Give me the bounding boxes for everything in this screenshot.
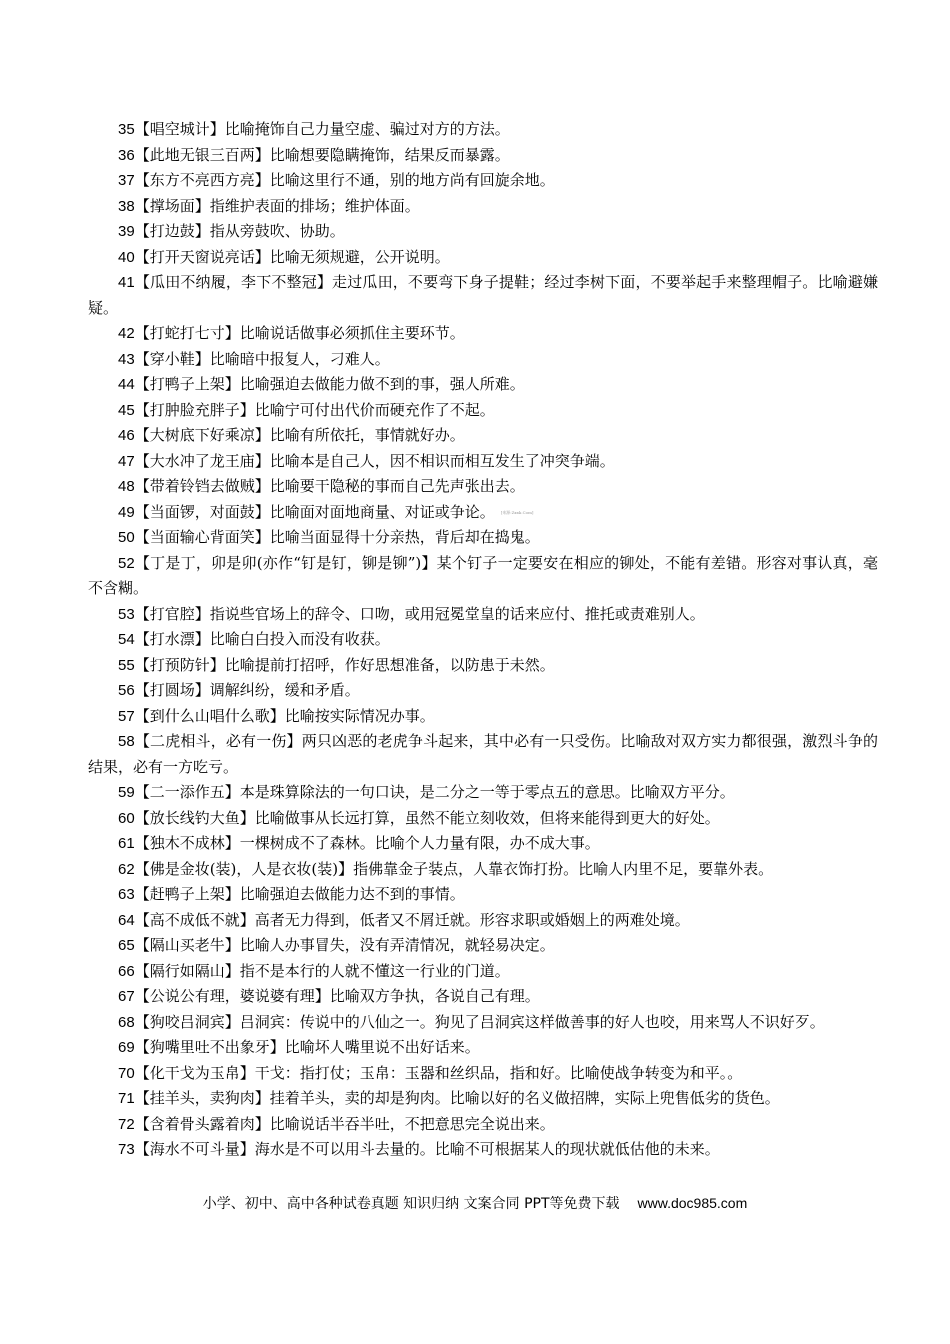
entry-text: 【当面输心背面笑】比喻当面显得十分亲热，背后却在捣鬼。 bbox=[134, 528, 540, 547]
entry-text: 【隔行如隔山】指不是本行的人就不懂这一行业的门道。 bbox=[134, 961, 510, 980]
idiom-entry bbox=[88, 729, 878, 780]
idiom-entry bbox=[88, 551, 878, 602]
entry-number: 63 bbox=[118, 886, 135, 904]
entry-text: 【丁是丁，卯是卯(亦作“钉是钉，铆是铆”)】某个钉子一定要安在相应的铆处，不能有差错。形容对事认真，毫不含糊。 bbox=[88, 553, 878, 598]
document-body bbox=[88, 117, 878, 1163]
entry-number: 71 bbox=[118, 1090, 135, 1108]
source-watermark: [来源:Zxxk.Com] bbox=[500, 509, 534, 515]
idiom-entry bbox=[88, 984, 878, 1010]
entry-number: 55 bbox=[118, 656, 135, 674]
entry-text: 【带着铃铛去做贼】比喻要干隐秘的事而自己先声张出去。 bbox=[134, 477, 525, 495]
entry-number: 67 bbox=[118, 988, 135, 1006]
idiom-entry bbox=[88, 143, 878, 169]
idiom-entry bbox=[88, 1086, 878, 1112]
entry-text: 【瓜田不纳履，李下不整冠】走过瓜田，不要弯下身子提鞋；经过李树下面，不要举起手来整理帽子。比喻避嫌疑。 bbox=[88, 273, 878, 317]
entry-text: 【独木不成林】一棵树成不了森林。比喻个人力量有限，办不成大事。 bbox=[134, 834, 600, 853]
idiom-entry bbox=[88, 653, 878, 679]
idiom-entry bbox=[88, 933, 878, 959]
entry-number: 52 bbox=[118, 554, 135, 572]
entry-number: 68 bbox=[118, 1013, 135, 1031]
entry-text: 【佛是金妆(装)，人是衣妆(装)】指佛靠金子装点，人靠衣饰打扮。比喻人内里不足，要靠外表。 bbox=[134, 859, 774, 878]
entry-number: 56 bbox=[118, 682, 135, 700]
idiom-entry bbox=[88, 704, 878, 730]
idiom-entry bbox=[88, 602, 878, 628]
idiom-entry bbox=[88, 347, 878, 373]
idiom-entry bbox=[88, 857, 878, 883]
entry-text: 【二虎相斗，必有一伤】两只凶恶的老虎争斗起来，其中必有一只受伤。比喻敌对双方实力都很强，激烈斗争的结果，必有一方吃亏。 bbox=[88, 732, 878, 776]
entry-text: 【打预防针】比喻提前打招呼，作好思想准备，以防患于未然。 bbox=[134, 655, 555, 674]
entry-text: 【打官腔】指说些官场上的辞令、口吻，或用冠冕堂皇的话来应付、推托或责难别人。 bbox=[134, 604, 705, 623]
idiom-entry bbox=[88, 525, 878, 551]
entry-text: 【狗嘴里吐不出象牙】比喻坏人嘴里说不出好话来。 bbox=[134, 1038, 480, 1057]
entry-text: 【大树底下好乘凉】比喻有所依托，事情就好办。 bbox=[134, 426, 465, 444]
idiom-entry bbox=[88, 1010, 878, 1036]
entry-number: 39 bbox=[118, 223, 135, 240]
entry-number: 64 bbox=[118, 911, 135, 929]
idiom-entry bbox=[88, 678, 878, 704]
entry-number: 36 bbox=[118, 146, 135, 164]
idiom-entry bbox=[88, 321, 878, 347]
entry-number: 41 bbox=[118, 274, 135, 291]
idiom-entry bbox=[88, 1035, 878, 1061]
entry-text: 【打边鼓】指从旁鼓吹、协助。 bbox=[134, 222, 345, 240]
idiom-entry bbox=[88, 831, 878, 857]
idiom-entry bbox=[88, 449, 878, 475]
entry-number: 48 bbox=[118, 478, 135, 495]
entry-number: 50 bbox=[118, 529, 135, 547]
entry-text: 【隔山买老牛】比喻人办事冒失，没有弄清情况，就轻易决定。 bbox=[134, 936, 555, 955]
entry-number: 38 bbox=[118, 197, 135, 215]
entry-number: 65 bbox=[118, 937, 135, 955]
idiom-entry bbox=[88, 372, 878, 398]
entry-number: 47 bbox=[118, 452, 135, 470]
entry-text: 【打鸭子上架】比喻强迫去做能力做不到的事，强人所难。 bbox=[134, 375, 525, 393]
entry-number: 62 bbox=[118, 860, 135, 878]
idiom-entry bbox=[88, 117, 878, 143]
idiom-entry bbox=[88, 806, 878, 832]
entry-text: 【挂羊头，卖狗肉】挂着羊头，卖的却是狗肉。比喻以好的名义做招牌，实际上兜售低劣的货色。 bbox=[134, 1089, 780, 1108]
entry-text: 【公说公有理，婆说婆有理】比喻双方争执，各说自己有理。 bbox=[134, 987, 540, 1006]
entry-number: 49 bbox=[118, 503, 135, 521]
entry-number: 44 bbox=[118, 376, 135, 393]
entry-text: 【打开天窗说亮话】比喻无须规避，公开说明。 bbox=[134, 247, 450, 266]
page-footer bbox=[0, 1193, 950, 1213]
entry-text: 【含着骨头露着肉】比喻说话半吞半吐，不把意思完全说出来。 bbox=[134, 1114, 555, 1133]
entry-text: 【撑场面】指维护表面的排场；维护体面。 bbox=[134, 196, 420, 215]
entry-number: 40 bbox=[118, 248, 135, 266]
entry-text: 【东方不亮西方亮】比喻这里行不通，别的地方尚有回旋余地。 bbox=[134, 171, 555, 189]
entry-number: 69 bbox=[118, 1039, 135, 1057]
entry-number: 59 bbox=[118, 784, 135, 802]
idiom-entry bbox=[88, 1137, 878, 1163]
entry-number: 66 bbox=[118, 962, 135, 980]
idiom-entry bbox=[88, 245, 878, 271]
entry-number: 46 bbox=[118, 427, 135, 444]
entry-text: 【高不成低不就】高者无力得到，低者又不屑迁就。形容求职或婚姻上的两难处境。 bbox=[134, 910, 690, 929]
idiom-entry bbox=[88, 398, 878, 424]
entry-text: 【穿小鞋】比喻暗中报复人，刁难人。 bbox=[134, 349, 390, 368]
entry-text: 【打蛇打七寸】比喻说话做事必须抓住主要环节。 bbox=[134, 324, 465, 342]
idiom-entry bbox=[88, 500, 878, 526]
idiom-entry bbox=[88, 882, 878, 908]
idiom-entry bbox=[88, 959, 878, 985]
entry-text: 【打水漂】比喻白白投入而没有收获。 bbox=[134, 630, 390, 649]
entry-text: 【此地无银三百两】比喻想要隐瞒掩饰，结果反而暴露。 bbox=[134, 145, 510, 164]
idiom-entry bbox=[88, 908, 878, 934]
entry-text: 【唱空城计】比喻掩饰自己力量空虚、骗过对方的方法。 bbox=[134, 120, 510, 138]
entry-text: 【当面锣，对面鼓】比喻面对面地商量、对证或争论。 bbox=[134, 502, 495, 521]
entry-text: 【赶鸭子上架】比喻强迫去做能力达不到的事情。 bbox=[134, 885, 465, 904]
entry-text: 【化干戈为玉帛】干戈：指打仗；玉帛：玉器和丝织品，指和好。比喻使战争转变为和平。。 bbox=[134, 1063, 743, 1082]
entry-number: 54 bbox=[118, 631, 135, 649]
entry-number: 53 bbox=[118, 605, 135, 623]
entry-number: 72 bbox=[118, 1115, 135, 1133]
idiom-entry bbox=[88, 423, 878, 449]
entry-number: 43 bbox=[118, 350, 135, 368]
entry-number: 37 bbox=[118, 172, 135, 189]
entry-text: 【大水冲了龙王庙】比喻本是自己人，因不相识而相互发生了冲突争端。 bbox=[134, 451, 615, 470]
entry-number: 73 bbox=[118, 1141, 135, 1159]
idiom-entry bbox=[88, 194, 878, 220]
entry-text: 【狗咬吕洞宾】吕洞宾：传说中的八仙之一。狗见了吕洞宾这样做善事的好人也咬，用来骂人不识好歹。 bbox=[134, 1012, 825, 1031]
idiom-entry bbox=[88, 627, 878, 653]
entry-number: 57 bbox=[118, 707, 135, 725]
entry-number: 70 bbox=[118, 1064, 135, 1082]
idiom-entry bbox=[88, 474, 878, 500]
entry-number: 60 bbox=[118, 809, 135, 827]
footer-url[interactable]: www.doc985.com bbox=[637, 1195, 748, 1211]
entry-number: 61 bbox=[118, 835, 135, 853]
idiom-entry bbox=[88, 168, 878, 194]
entry-number: 58 bbox=[118, 733, 135, 751]
entry-number: 45 bbox=[118, 401, 135, 419]
idiom-entry bbox=[88, 270, 878, 321]
entry-number: 35 bbox=[118, 121, 135, 138]
entry-text: 【放长线钓大鱼】比喻做事从长远打算，虽然不能立刻收效，但将来能得到更大的好处。 bbox=[134, 808, 720, 827]
idiom-entry bbox=[88, 219, 878, 245]
entry-text: 【打圆场】调解纠纷，缓和矛盾。 bbox=[134, 681, 360, 700]
idiom-entry bbox=[88, 1061, 878, 1087]
entry-text: 【海水不可斗量】海水是不可以用斗去量的。比喻不可根据某人的现状就低估他的未来。 bbox=[134, 1140, 720, 1159]
idiom-entry bbox=[88, 780, 878, 806]
entry-text: 【到什么山唱什么歌】比喻按实际情况办事。 bbox=[134, 706, 435, 725]
footer-text: 小学、初中、高中各种试卷真题 知识归纳 文案合同 PPT等免费下载 bbox=[202, 1196, 620, 1212]
idiom-entry bbox=[88, 1112, 878, 1138]
entry-text: 【打肿脸充胖子】比喻宁可付出代价而硬充作了不起。 bbox=[134, 400, 495, 419]
entry-text: 【二一添作五】本是珠算除法的一句口诀，是二分之一等于零点五的意思。比喻双方平分。 bbox=[134, 783, 735, 802]
entry-number: 42 bbox=[118, 325, 135, 342]
